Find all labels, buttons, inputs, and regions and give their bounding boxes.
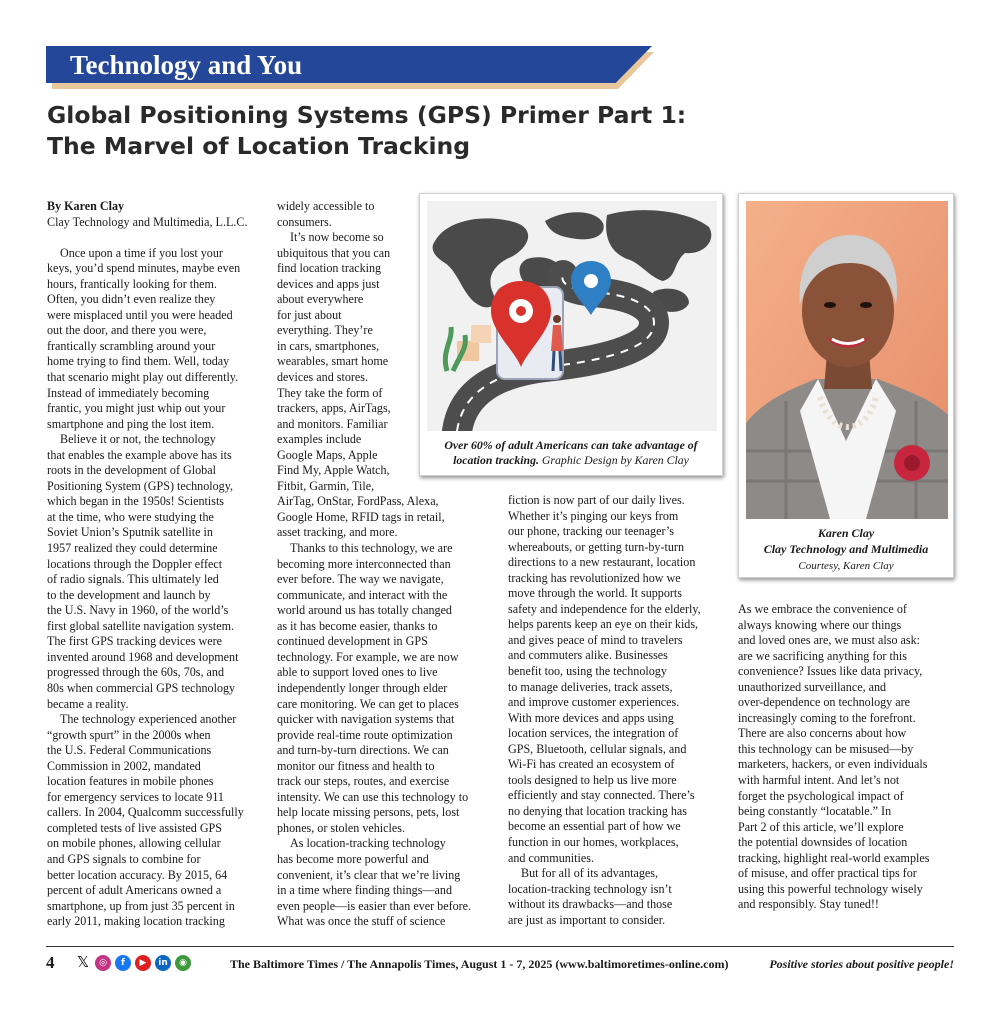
gps-illustration: [427, 201, 717, 431]
portrait-photo: [746, 201, 948, 519]
body-text-line: which began in the 1950s! Scientists: [47, 494, 225, 509]
gps-caption: [426, 438, 716, 468]
body-text-line: to the development and launch by: [47, 587, 211, 602]
gps-graphic-frame: [419, 193, 723, 476]
body-text-line: help locate missing persons, pets, lost: [277, 805, 460, 820]
body-text-line: using this powerful technology wisely: [738, 881, 923, 896]
body-text-line: Fitbit, Garmin, Tile,: [277, 478, 375, 493]
body-text-line: 80s when commercial GPS technology: [47, 680, 236, 695]
body-text-line: AirTag, OnStar, FordPass, Alexa,: [277, 494, 439, 509]
body-text-line: out the door, and there you were,: [47, 323, 207, 338]
youtube-icon[interactable]: ▶: [135, 955, 151, 971]
body-text-line: wearables, smart home: [277, 354, 389, 369]
body-text-line: percent of adult Americans owned a: [47, 883, 222, 898]
body-text-line: the U.S. Navy in 1960, of the world’s: [47, 603, 229, 618]
portrait-caption-company: Clay Technology and Multimedia: [763, 542, 929, 556]
body-text-line: forget the psychological impact of: [738, 788, 904, 803]
portrait-caption-credit: Courtesy, Karen Clay: [798, 560, 894, 572]
body-text-line: this technology can be misused—by: [738, 741, 914, 756]
body-text-line: tracking, highlight real-world examples: [738, 850, 930, 865]
body-text-line: has become more powerful and: [277, 851, 429, 866]
body-text-line: Google Home, RFID tags in retail,: [277, 509, 445, 524]
body-text-line: frantically scrambling around your: [47, 338, 216, 353]
body-text-line: function in our homes, workplaces,: [508, 835, 679, 850]
body-text-line: track our steps, routes, and exercise: [277, 774, 450, 789]
body-text-line: location-tracking technology isn’t: [508, 881, 672, 896]
byline-company: Clay Technology and Multimedia, L.L.C.: [47, 214, 248, 229]
body-text-line: Believe it or not, the technology: [60, 432, 216, 447]
body-text-line: early 2011, making location tracking: [47, 914, 225, 929]
body-text-line: With more devices and apps using: [508, 710, 674, 725]
body-text-line: able to support loved ones to live: [277, 665, 438, 680]
byline-author: By Karen Clay: [47, 199, 125, 213]
body-text-line: asset tracking, and more.: [277, 525, 398, 540]
body-text-line: As location-tracking technology: [290, 836, 446, 851]
body-text-line: in cars, smartphones,: [277, 338, 380, 353]
body-text-line: the potential downsides of location: [738, 835, 908, 850]
body-text-line: phones, or stolen vehicles.: [277, 820, 405, 835]
body-text-line: It’s now become so: [290, 230, 384, 245]
body-text-line: benefit too, using the technology: [508, 664, 667, 679]
body-text-line: technology. For example, we are now: [277, 649, 459, 664]
body-text-line: location features in mobile phones: [47, 774, 214, 789]
body-text-line: home trying to find them. Well, today: [47, 354, 230, 369]
gps-caption-bold-1: Over 60% of adult Americans can take advantage of: [444, 438, 698, 452]
body-text-line: Instead of immediately becoming: [47, 385, 210, 400]
body-text-line: in a time where finding things—and: [277, 883, 452, 898]
body-text-line: and responsibly. Stay tuned!!: [738, 897, 879, 912]
body-text-line: Positioning System (GPS) technology,: [47, 478, 234, 493]
body-text-line: of misuse, and offer practical tips for: [738, 866, 917, 881]
rss-icon[interactable]: ◉: [175, 955, 191, 971]
body-text-line: communicate, and interact with the: [277, 587, 448, 602]
body-text-line: find location tracking: [277, 261, 382, 276]
body-text-line: for emergency services to locate 911: [47, 789, 224, 804]
gps-caption-bold-2: location tracking.: [453, 453, 539, 467]
body-text-line: that scenario might play out differently.: [47, 370, 239, 385]
body-text-line: and commuters alike. Businesses: [508, 648, 668, 663]
body-text-line: fiction is now part of our daily lives.: [508, 493, 685, 507]
body-text-line: hours, frantically looking for them.: [47, 276, 217, 291]
body-text-line: becoming more interconnected than: [277, 556, 451, 571]
body-text-line: GPS, Bluetooth, cellular signals, and: [508, 741, 687, 756]
body-text-line: world around us has totally changed: [277, 603, 452, 618]
body-text-line: locations through the Doppler effect: [47, 556, 223, 571]
article-column-1: [47, 199, 273, 930]
body-text-line: were misplaced until you were headed: [47, 307, 233, 322]
body-text-line: care monitoring. We can get to places: [277, 696, 459, 711]
body-text-line: move through the world. It supports: [508, 586, 682, 601]
body-text-line: unauthorized surveillance, and: [738, 679, 887, 694]
body-text-line: helps parents keep an eye on their kids,: [508, 617, 699, 632]
body-text-line: on mobile phones, allowing cellular: [47, 836, 221, 851]
body-text-line: for just about: [277, 307, 342, 322]
body-text-line: invented around 1968 and development: [47, 649, 239, 664]
body-text-line: Commission in 2002, mandated: [47, 758, 201, 773]
body-text-line: The first GPS tracking devices were: [47, 634, 222, 649]
body-text-line: and monitors. Familiar: [277, 416, 388, 431]
body-text-line: directions to a new restaurant, location: [508, 555, 696, 570]
body-text-line: monitor our fitness and health to: [277, 758, 435, 773]
body-text-line: marketers, hackers, or even individuals: [738, 757, 928, 772]
body-text-line: no denying that location tracking has: [508, 803, 688, 818]
body-text-line: and turn-by-turn directions. We can: [277, 743, 449, 758]
body-text-line: completed tests of live assisted GPS: [47, 820, 223, 835]
body-text-line: intensity. We can use this technology to: [277, 789, 469, 804]
body-text-line: As we embrace the convenience of: [738, 602, 907, 616]
article-column-3: [508, 493, 734, 928]
body-text-line: consumers.: [277, 214, 332, 229]
body-text-line: Part 2 of this article, we’ll explore: [738, 819, 904, 834]
footer-rule: [46, 946, 954, 947]
body-text-line: examples include: [277, 432, 362, 447]
body-text-line: Wi-Fi has created an ecosystem of: [508, 757, 675, 772]
publication-info: The Baltimore Times / The Annapolis Times, August 1 - 7, 2025 (www.baltimoretimes-online.com): [230, 957, 729, 971]
body-text-line: are we sacrificing anything for this: [738, 648, 907, 663]
body-text-line: They take the form of: [277, 385, 383, 400]
body-text-line: tools designed to help us live more: [508, 772, 677, 787]
body-text-line: the U.S. Federal Communications: [47, 743, 212, 758]
body-text-line: smartphone and ping the lost item.: [47, 416, 215, 431]
body-text-line: even people—is easier than ever before.: [277, 898, 472, 913]
body-text-line: devices and apps just: [277, 276, 380, 291]
body-text-line: frantic, you might just whip out your: [47, 401, 226, 416]
body-text-line: as it has become easier, thanks to: [277, 618, 438, 633]
facebook-icon[interactable]: f: [115, 955, 131, 971]
portrait-caption-name: Karen Clay: [817, 526, 875, 540]
body-text-line: What was once the stuff of science: [277, 914, 446, 929]
body-text-line: ever before. The way we navigate,: [277, 572, 444, 587]
body-text-line: become an essential part of how we: [508, 819, 681, 834]
footer-tagline: Positive stories about positive people!: [769, 957, 954, 971]
body-text-line: always knowing where our things: [738, 617, 902, 632]
body-text-line: whereabouts, or getting turn-by-turn: [508, 539, 684, 554]
body-text-line: that enables the example above has its: [47, 447, 232, 462]
body-text-line: first global satellite navigation system.: [47, 618, 235, 633]
linkedin-icon[interactable]: in: [155, 955, 171, 971]
body-text-line: But for all of its advantages,: [521, 866, 659, 881]
body-text-line: safety and independence for the elderly,: [508, 601, 701, 616]
body-text-line: There are also concerns about how: [738, 726, 907, 741]
body-text-line: Google Maps, Apple: [277, 447, 378, 462]
body-text-line: everything. They’re: [277, 323, 373, 338]
body-text-line: keys, you’d spend minutes, maybe even: [47, 261, 241, 276]
body-text-line: increasingly coming to the forefront.: [738, 710, 916, 725]
body-text-line: became a reality.: [47, 696, 129, 711]
portrait-frame: [738, 193, 954, 578]
body-text-line: Whether it’s pinging our keys from: [508, 508, 679, 523]
headline-line-2: The Marvel of Location Tracking: [47, 132, 471, 160]
body-text-line: progressed through the 60s, 70s, and: [47, 665, 225, 680]
gps-caption-credit: Graphic Design by Karen Clay: [541, 453, 689, 467]
body-text-line: of radio signals. This ultimately led: [47, 572, 219, 587]
body-text-line: and GPS signals to combine for: [47, 851, 201, 866]
body-text-line: tracking has revolutionized how we: [508, 570, 681, 585]
portrait-caption: [739, 525, 953, 574]
body-text-line: “growth spurt” in the 2000s when: [47, 727, 211, 742]
body-text-line: Once upon a time if you lost your: [60, 245, 223, 260]
body-text-line: are just as important to consider.: [508, 912, 666, 927]
body-text-line: being constantly “locatable.” In: [738, 804, 892, 819]
body-text-line: devices and stores.: [277, 370, 369, 385]
body-text-line: efficiently and stay connected. There’s: [508, 788, 695, 803]
body-text-line: quicker with navigation systems that: [277, 712, 455, 727]
body-text-line: widely accessible to: [277, 199, 375, 213]
headline: [47, 100, 747, 162]
body-text-line: at the time, who were studying the: [47, 509, 214, 524]
body-text-line: about everywhere: [277, 292, 364, 307]
body-text-line: convenient, it’s clear that we’re living: [277, 867, 461, 882]
body-text-line: and communities.: [508, 850, 594, 865]
section-title: Technology and You: [70, 50, 303, 80]
body-text-line: location services, the integration of: [508, 726, 679, 741]
body-text-line: callers. In 2004, Qualcomm successfully: [47, 805, 244, 820]
page-number: 4: [46, 953, 55, 972]
body-text-line: and loved ones are, we must also ask:: [738, 633, 921, 648]
body-text-line: smartphone, up from just 35 percent in: [47, 898, 235, 913]
instagram-icon[interactable]: ◎: [95, 955, 111, 971]
body-text-line: Soviet Union’s Sputnik satellite in: [47, 525, 213, 540]
body-text-line: 1957 realized they could determine: [47, 541, 218, 556]
body-text-line: The technology experienced another: [60, 712, 237, 727]
article-column-4: [738, 602, 958, 913]
body-text-line: our phone, tracking our teenager’s: [508, 524, 675, 539]
body-text-line: provide real-time route optimization: [277, 727, 453, 742]
body-text-line: convenience? Issues like data privacy,: [738, 664, 923, 679]
body-text-line: and gives peace of mind to travelers: [508, 632, 683, 647]
body-text-line: continued development in GPS: [277, 634, 428, 649]
body-text-line: Thanks to this technology, we are: [290, 541, 453, 556]
body-text-line: to manage deliveries, track assets,: [508, 679, 673, 694]
headline-line-1: Global Positioning Systems (GPS) Primer Part 1:: [47, 101, 687, 129]
body-text-line: independently longer through elder: [277, 680, 448, 695]
body-text-line: better location accuracy. By 2015, 64: [47, 867, 228, 882]
body-text-line: and improve customer experiences.: [508, 695, 680, 710]
body-text-line: trackers, apps, AirTags,: [277, 401, 391, 416]
body-text-line: Often, you didn’t even realize they: [47, 292, 216, 307]
body-text-line: with harmful intent. And let’s not: [738, 773, 900, 788]
body-text-line: without its drawbacks—and those: [508, 897, 673, 912]
body-text-line: roots in the development of Global: [47, 463, 216, 478]
body-text-line: over-dependence on technology are: [738, 695, 911, 710]
x-icon[interactable]: 𝕏: [76, 953, 90, 971]
body-text-line: Find My, Apple Watch,: [277, 463, 390, 478]
body-text-line: ubiquitous that you can: [277, 245, 391, 260]
